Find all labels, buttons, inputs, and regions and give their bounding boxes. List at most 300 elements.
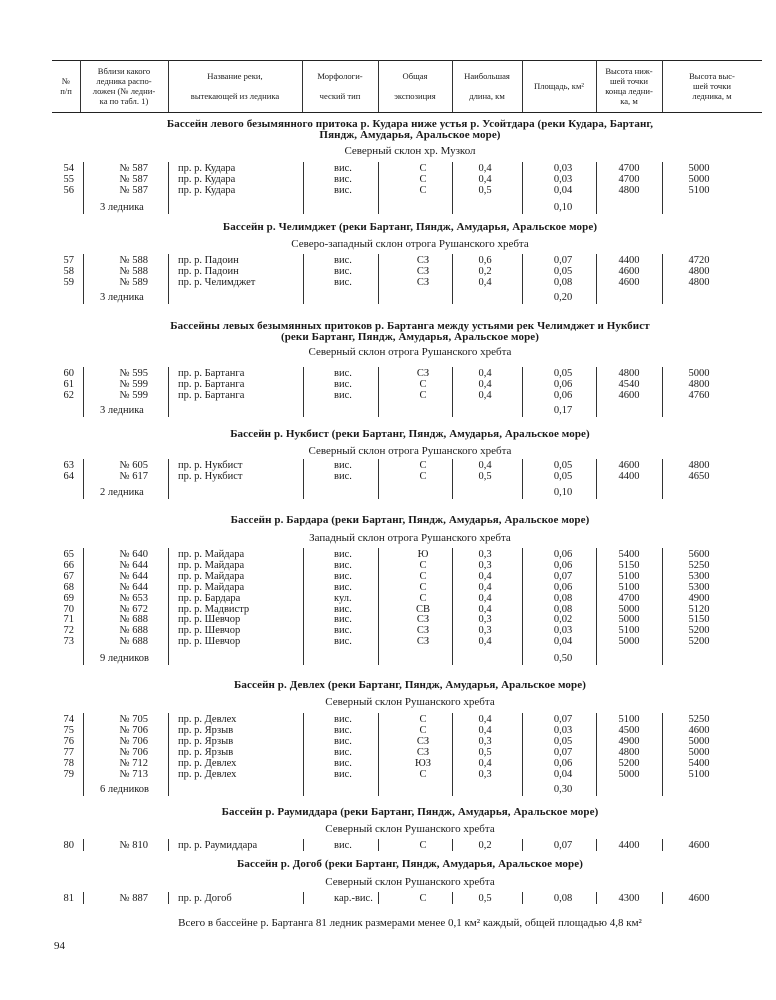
- upper-height: 4720: [688, 255, 710, 266]
- lower-height: 5000: [618, 768, 640, 780]
- table-row: [0, 379, 776, 390]
- column-divider: [168, 548, 169, 665]
- header-divider: [302, 60, 303, 112]
- section-title: Бассейн р. Девлех (реки Бартанг, Пяндж, Амударья, Аральское море): [234, 679, 586, 691]
- total-area: 0,20: [553, 292, 573, 303]
- max-length: 0,5: [478, 470, 492, 482]
- header-line: ческий тип: [319, 91, 361, 101]
- column-divider: [662, 839, 663, 851]
- nearby-glacier: № 706: [119, 724, 148, 736]
- header-line: [394, 81, 436, 91]
- max-length: 0,3: [478, 549, 492, 560]
- nearby-glacier: № 588: [119, 265, 148, 277]
- lower-height: 5100: [618, 581, 640, 593]
- column-divider: [83, 892, 84, 904]
- row-number: 80: [63, 840, 74, 851]
- header-line: Общая: [402, 71, 428, 81]
- upper-height: 5000: [688, 735, 710, 747]
- section-subtitle: Северный склон Рушанского хребта: [325, 823, 495, 835]
- upper-height: 4600: [688, 893, 710, 904]
- upper-height: 4600: [688, 840, 710, 851]
- morph-type: вис.: [334, 735, 352, 747]
- upper-height: 5000: [688, 173, 710, 185]
- table-row: [0, 736, 776, 747]
- nearby-glacier: № 617: [119, 470, 148, 482]
- table-row: [0, 593, 776, 604]
- nearby-glacier: № 640: [119, 549, 148, 560]
- header-cell: [452, 60, 522, 112]
- nearby-glacier: № 644: [119, 559, 148, 571]
- upper-height: 4760: [688, 389, 710, 401]
- header-line: [191, 81, 279, 91]
- nearby-glacier: № 688: [119, 625, 148, 637]
- header-line: шей точки: [610, 76, 648, 86]
- total-row: [0, 202, 776, 213]
- morph-type: вис.: [334, 724, 352, 736]
- header-divider: [452, 60, 453, 112]
- total-label: 3 ледника: [100, 292, 144, 303]
- river-name: пр. р. Ярзыв: [178, 735, 234, 747]
- column-divider: [662, 548, 663, 665]
- morph-type: вис.: [334, 570, 352, 582]
- lower-height: 4400: [618, 470, 640, 482]
- column-divider: [452, 548, 453, 665]
- row-number: 71: [63, 614, 74, 626]
- nearby-glacier: № 688: [119, 636, 148, 648]
- row-number: 62: [63, 389, 74, 401]
- nearby-glacier: № 589: [119, 276, 148, 288]
- lower-height: 5150: [618, 559, 640, 571]
- morph-type: вис.: [334, 265, 352, 277]
- area: 0,08: [553, 603, 573, 615]
- total-row: [0, 292, 776, 303]
- area: 0,05: [553, 368, 573, 379]
- upper-height: 5000: [688, 163, 710, 174]
- area: 0,06: [553, 378, 573, 390]
- area: 0,07: [553, 255, 573, 266]
- lower-height: 4800: [618, 184, 640, 196]
- exposure: С: [419, 460, 427, 471]
- morph-type: вис.: [334, 276, 352, 288]
- morph-type: вис.: [334, 714, 352, 725]
- max-length: 0,3: [478, 768, 492, 780]
- river-name: пр. р. Ярзыв: [178, 724, 234, 736]
- total-label: 3 ледника: [100, 202, 144, 213]
- morph-type: вис.: [334, 625, 352, 637]
- morph-type: вис.: [334, 389, 352, 401]
- page-number: 94: [54, 940, 65, 952]
- header-cell: [168, 60, 302, 112]
- max-length: 0,4: [478, 714, 492, 725]
- row-number: 66: [63, 559, 74, 571]
- max-length: 0,4: [478, 724, 492, 736]
- table-row: [0, 368, 776, 379]
- area: 0,05: [553, 470, 573, 482]
- river-name: пр. р. Девлех: [178, 757, 237, 769]
- section-title: Бассейн р. Бардара (реки Бартанг, Пяндж, Амударья, Аральское море): [230, 514, 590, 526]
- lower-height: 4800: [618, 368, 640, 379]
- total-row: [0, 405, 776, 416]
- exposure: СЗ: [416, 746, 430, 758]
- row-number: 73: [63, 636, 74, 648]
- section-subtitle: Северный склон Рушанского хребта: [325, 696, 495, 708]
- table-row: [0, 714, 776, 725]
- column-divider: [378, 839, 379, 851]
- row-number: 55: [63, 173, 74, 185]
- upper-height: 4800: [688, 378, 710, 390]
- header-divider: [168, 60, 169, 112]
- row-number: 58: [63, 265, 74, 277]
- max-length: 0,4: [478, 368, 492, 379]
- upper-height: 4900: [688, 592, 710, 604]
- river-name: пр. р. Девлех: [178, 714, 237, 725]
- row-number: 61: [63, 378, 74, 390]
- morph-type: вис.: [334, 768, 352, 780]
- column-divider: [303, 892, 304, 904]
- upper-height: 4650: [688, 470, 710, 482]
- exposure: С: [419, 840, 427, 851]
- header-divider: [80, 60, 81, 112]
- nearby-glacier: № 653: [119, 592, 148, 604]
- header-line: ка, м: [620, 96, 638, 106]
- lower-height: 4700: [618, 173, 640, 185]
- column-divider: [83, 839, 84, 851]
- table-row: [0, 725, 776, 736]
- river-name: пр. р. Шевчор: [178, 614, 241, 626]
- lower-height: 5000: [618, 603, 640, 615]
- river-name: пр. р. Падоин: [178, 265, 239, 277]
- upper-height: 4800: [688, 460, 710, 471]
- max-length: 0,5: [478, 893, 492, 904]
- upper-height: 5250: [688, 714, 710, 725]
- row-number: 69: [63, 592, 74, 604]
- lower-height: 4400: [618, 840, 640, 851]
- lower-height: 5100: [618, 570, 640, 582]
- area: 0,03: [553, 163, 573, 174]
- area: 0,05: [553, 265, 573, 277]
- morph-type: вис.: [334, 163, 352, 174]
- row-number: 54: [63, 163, 74, 174]
- max-length: 0,4: [478, 173, 492, 185]
- exposure: С: [419, 768, 427, 780]
- exposure: СВ: [415, 603, 430, 615]
- table-row: [0, 636, 776, 647]
- column-divider: [378, 548, 379, 665]
- row-number: 81: [63, 893, 74, 904]
- column-divider: [83, 548, 84, 665]
- section-subtitle: Западный склон отрога Рушанского хребта: [309, 532, 511, 544]
- header-line: №: [61, 76, 71, 86]
- max-length: 0,4: [478, 636, 492, 648]
- row-number: 59: [63, 276, 74, 288]
- nearby-glacier: № 595: [119, 368, 148, 379]
- area: 0,07: [553, 840, 573, 851]
- header-line: [317, 81, 362, 91]
- section-subtitle: Северо-западный склон отрога Рушанского хребта: [291, 238, 529, 250]
- nearby-glacier: № 887: [119, 893, 148, 904]
- river-name: пр. р. Майдара: [178, 570, 245, 582]
- exposure: СЗ: [416, 265, 430, 277]
- header-line: Площадь, км²: [533, 81, 584, 91]
- area: 0,07: [553, 746, 573, 758]
- table-row: [0, 758, 776, 769]
- table-row: [0, 893, 776, 904]
- lower-height: 4540: [618, 378, 640, 390]
- column-divider: [168, 839, 169, 851]
- river-name: пр. р. Кудара: [178, 163, 236, 174]
- nearby-glacier: № 587: [119, 184, 148, 196]
- row-number: 77: [63, 746, 74, 758]
- upper-height: 5120: [688, 603, 710, 615]
- header-line: Высота ниж-: [605, 66, 653, 76]
- section-title: Бассейн р. Догоб (реки Бартанг, Пяндж, Амударья, Аральское море): [237, 858, 583, 870]
- row-number: 79: [63, 768, 74, 780]
- header-cell: [302, 60, 378, 112]
- upper-height: 5150: [688, 614, 710, 626]
- max-length: 0,3: [478, 735, 492, 747]
- max-length: 0,4: [478, 163, 492, 174]
- total-area: 0,17: [553, 405, 573, 416]
- total-area: 0,10: [553, 487, 573, 498]
- section-title: Бассейны левых безымянных притоков р. Бартанга между устьями рек Челимджет и Нукбист: [170, 320, 650, 332]
- total-row: [0, 784, 776, 795]
- table-row: [0, 174, 776, 185]
- row-number: 72: [63, 625, 74, 637]
- area: 0,06: [553, 389, 573, 401]
- table-row: [0, 471, 776, 482]
- nearby-glacier: № 599: [119, 389, 148, 401]
- lower-height: 4500: [618, 724, 640, 736]
- section-subtitle: Северный склон отрога Рушанского хребта: [308, 346, 512, 358]
- max-length: 0,4: [478, 378, 492, 390]
- upper-height: 5100: [688, 184, 710, 196]
- river-name: пр. р. Мадвистр: [178, 603, 250, 615]
- morph-type: вис.: [334, 757, 352, 769]
- upper-height: 5000: [688, 746, 710, 758]
- total-label: 3 ледника: [100, 405, 144, 416]
- header-line: ледника распо-: [96, 76, 152, 86]
- area: 0,03: [553, 173, 573, 185]
- river-name: пр. р. Бартанга: [178, 378, 245, 390]
- table-header-bottom-rule: [52, 112, 762, 113]
- row-number: 56: [63, 184, 74, 196]
- max-length: 0,5: [478, 184, 492, 196]
- river-name: пр. р. Догоб: [178, 893, 232, 904]
- area: 0,04: [553, 768, 573, 780]
- column-divider: [522, 839, 523, 851]
- river-name: пр. р. Кудара: [178, 173, 236, 185]
- header-cell: [662, 60, 762, 112]
- table-row: [0, 390, 776, 401]
- header-line: вытекающей из ледника: [190, 91, 280, 101]
- river-name: пр. р. Нукбист: [178, 470, 243, 482]
- morph-type: кул.: [334, 592, 352, 604]
- max-length: 0,4: [478, 592, 492, 604]
- upper-height: 5250: [688, 559, 710, 571]
- header-line: длина, км: [469, 91, 505, 101]
- table-row: [0, 747, 776, 758]
- table-row: [0, 614, 776, 625]
- exposure: С: [419, 163, 427, 174]
- header-divider: [522, 60, 523, 112]
- total-label: 2 ледника: [100, 487, 144, 498]
- nearby-glacier: № 713: [119, 768, 148, 780]
- header-line: Высота выс-: [689, 71, 735, 81]
- area: 0,08: [553, 893, 573, 904]
- nearby-glacier: № 587: [119, 163, 148, 174]
- section-subtitle: Северный склон отрога Рушанского хребта: [308, 445, 512, 457]
- lower-height: 4600: [618, 265, 640, 277]
- nearby-glacier: № 587: [119, 173, 148, 185]
- table-row: [0, 769, 776, 780]
- table-row: [0, 840, 776, 851]
- nearby-glacier: № 706: [119, 746, 148, 758]
- exposure: С: [419, 173, 427, 185]
- exposure: С: [419, 570, 427, 582]
- table-row: [0, 625, 776, 636]
- lower-height: 5400: [618, 549, 640, 560]
- morph-type: вис.: [334, 581, 352, 593]
- river-name: пр. р. Майдара: [178, 559, 245, 571]
- row-number: 57: [63, 255, 74, 266]
- column-divider: [303, 548, 304, 665]
- row-number: 65: [63, 549, 74, 560]
- table-row: [0, 277, 776, 288]
- morph-type: вис.: [334, 470, 352, 482]
- total-row: [0, 487, 776, 498]
- row-number: 60: [63, 368, 74, 379]
- nearby-glacier: № 810: [119, 840, 148, 851]
- area: 0,06: [553, 549, 573, 560]
- upper-height: 4800: [688, 265, 710, 277]
- lower-height: 5100: [618, 714, 640, 725]
- river-name: пр. р. Девлех: [178, 768, 237, 780]
- column-divider: [452, 892, 453, 904]
- column-divider: [522, 892, 523, 904]
- header-line: Вблизи какого: [97, 66, 151, 76]
- river-name: пр. р. Шевчор: [178, 636, 241, 648]
- area: 0,06: [553, 559, 573, 571]
- upper-height: 5000: [688, 368, 710, 379]
- area: 0,06: [553, 757, 573, 769]
- nearby-glacier: № 672: [119, 603, 148, 615]
- area: 0,08: [553, 592, 573, 604]
- exposure: СЗ: [416, 276, 430, 288]
- upper-height: 5600: [688, 549, 710, 560]
- header-line: п/п: [60, 86, 72, 96]
- morph-type: вис.: [334, 378, 352, 390]
- area: 0,03: [553, 724, 573, 736]
- morph-type: вис.: [334, 368, 352, 379]
- max-length: 0,3: [478, 614, 492, 626]
- exposure: С: [419, 470, 427, 482]
- area: 0,05: [553, 460, 573, 471]
- max-length: 0,4: [478, 581, 492, 593]
- lower-height: 5000: [618, 614, 640, 626]
- river-name: пр. р. Майдара: [178, 581, 245, 593]
- morph-type: вис.: [334, 840, 352, 851]
- column-divider: [378, 892, 379, 904]
- area: 0,03: [553, 625, 573, 637]
- column-divider: [596, 839, 597, 851]
- header-cell: [52, 60, 80, 112]
- river-name: пр. р. Кудара: [178, 184, 236, 196]
- row-number: 78: [63, 757, 74, 769]
- upper-height: 4800: [688, 276, 710, 288]
- row-number: 68: [63, 581, 74, 593]
- area: 0,06: [553, 581, 573, 593]
- lower-height: 5000: [618, 636, 640, 648]
- section-title: (реки Бартанг, Пяндж, Амударья, Аральское море): [280, 331, 540, 343]
- upper-height: 5200: [688, 625, 710, 637]
- lower-height: 4600: [618, 389, 640, 401]
- river-name: пр. р. Челимджет: [178, 276, 256, 288]
- max-length: 0,4: [478, 389, 492, 401]
- exposure: С: [419, 184, 427, 196]
- exposure: С: [419, 581, 427, 593]
- nearby-glacier: № 706: [119, 735, 148, 747]
- max-length: 0,4: [478, 603, 492, 615]
- header-cell: [522, 60, 596, 112]
- nearby-glacier: № 644: [119, 570, 148, 582]
- total-area: 0,30: [553, 784, 573, 795]
- exposure: СЗ: [416, 625, 430, 637]
- nearby-glacier: № 588: [119, 255, 148, 266]
- nearby-glacier: № 605: [119, 460, 148, 471]
- table-row: [0, 582, 776, 593]
- table-row: [0, 571, 776, 582]
- table-row: [0, 266, 776, 277]
- exposure: С: [419, 559, 427, 571]
- area: 0,04: [553, 636, 573, 648]
- section-title: Бассейн р. Нукбист (реки Бартанг, Пяндж, Амударья, Аральское море): [230, 428, 590, 440]
- header-line: конца ледни-: [605, 86, 653, 96]
- lower-height: 4400: [618, 255, 640, 266]
- section-title: Бассейн левого безымянного притока р. Кудара ниже устья р. Усойтдара (реки Кудара, Бартанг,: [166, 118, 654, 130]
- max-length: 0,4: [478, 570, 492, 582]
- column-divider: [596, 892, 597, 904]
- exposure: СЗ: [416, 255, 430, 266]
- lower-height: 4600: [618, 276, 640, 288]
- area: 0,02: [553, 614, 573, 626]
- nearby-glacier: № 688: [119, 614, 148, 626]
- table-row: [0, 560, 776, 571]
- header-line: ка по табл. 1): [99, 96, 149, 106]
- river-name: пр. р. Раумиддара: [178, 840, 258, 851]
- lower-height: 4300: [618, 893, 640, 904]
- lower-height: 4700: [618, 163, 640, 174]
- column-divider: [303, 839, 304, 851]
- exposure: СЗ: [416, 614, 430, 626]
- max-length: 0,2: [478, 265, 492, 277]
- exposure: С: [419, 714, 427, 725]
- exposure: СЗ: [416, 735, 430, 747]
- column-divider: [452, 839, 453, 851]
- upper-height: 5300: [688, 581, 710, 593]
- max-length: 0,3: [478, 559, 492, 571]
- table-row: [0, 163, 776, 174]
- river-name: пр. р. Нукбист: [178, 460, 243, 471]
- upper-height: 5100: [688, 768, 710, 780]
- nearby-glacier: № 712: [119, 757, 148, 769]
- table-row: [0, 185, 776, 196]
- river-name: пр. р. Падоин: [178, 255, 239, 266]
- upper-height: 5200: [688, 636, 710, 648]
- row-number: 75: [63, 724, 74, 736]
- max-length: 0,4: [478, 757, 492, 769]
- header-line: Наибольшая: [464, 71, 510, 81]
- header-cell: [596, 60, 662, 112]
